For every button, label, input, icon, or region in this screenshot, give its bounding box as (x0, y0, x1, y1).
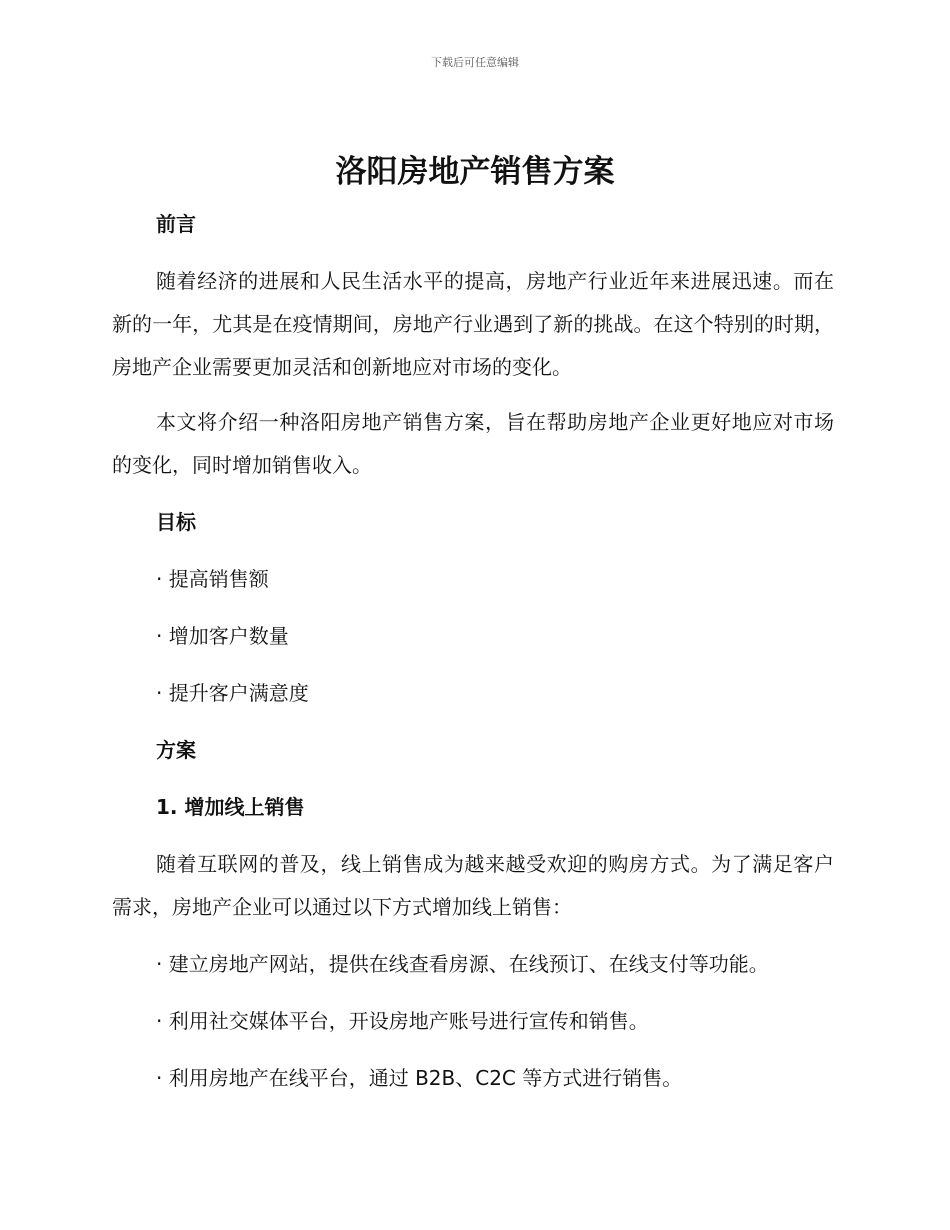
goal-item: · 增加客户数量 (156, 624, 289, 648)
preface-paragraph-1: 随着经济的进展和人民生活水平的提高，房地产行业近年来进展迅速。而在新的一年，尤其是在疫情期间，房地产行业遇到了新的挑战。在这个特别的时期，房地产企业需要更加灵活和创新地应对市场的变化。 (112, 269, 834, 379)
section-1-bullet: · 利用房地产在线平台，通过 B2B、C2C 等方式进行销售。 (156, 1066, 683, 1090)
goals-heading: 目标 (156, 510, 196, 534)
document-body (112, 203, 834, 1100)
section-1-heading: 1. 增加线上销售 (156, 795, 305, 819)
section-1-bullet: · 建立房地产网站，提供在线查看房源、在线预订、在线支付等功能。 (156, 952, 769, 976)
header-note: 下载后可任意编辑 (431, 56, 519, 69)
preface-heading: 前言 (156, 212, 196, 236)
section-1-paragraph: 随着互联网的普及，线上销售成为越来越受欢迎的购房方式。为了满足客户需求，房地产企业可以通过以下方式增加线上销售： (112, 852, 834, 919)
goal-item: · 提升客户满意度 (156, 681, 309, 705)
document-title: 洛阳房地产销售方案 (335, 154, 615, 190)
section-1-bullet: · 利用社交媒体平台，开设房地产账号进行宣传和销售。 (156, 1009, 649, 1033)
preface-paragraph-2: 本文将介绍一种洛阳房地产销售方案，旨在帮助房地产企业更好地应对市场的变化，同时增加销售收入。 (112, 410, 834, 477)
plan-heading: 方案 (156, 738, 196, 762)
goal-item: · 提高销售额 (156, 567, 269, 591)
